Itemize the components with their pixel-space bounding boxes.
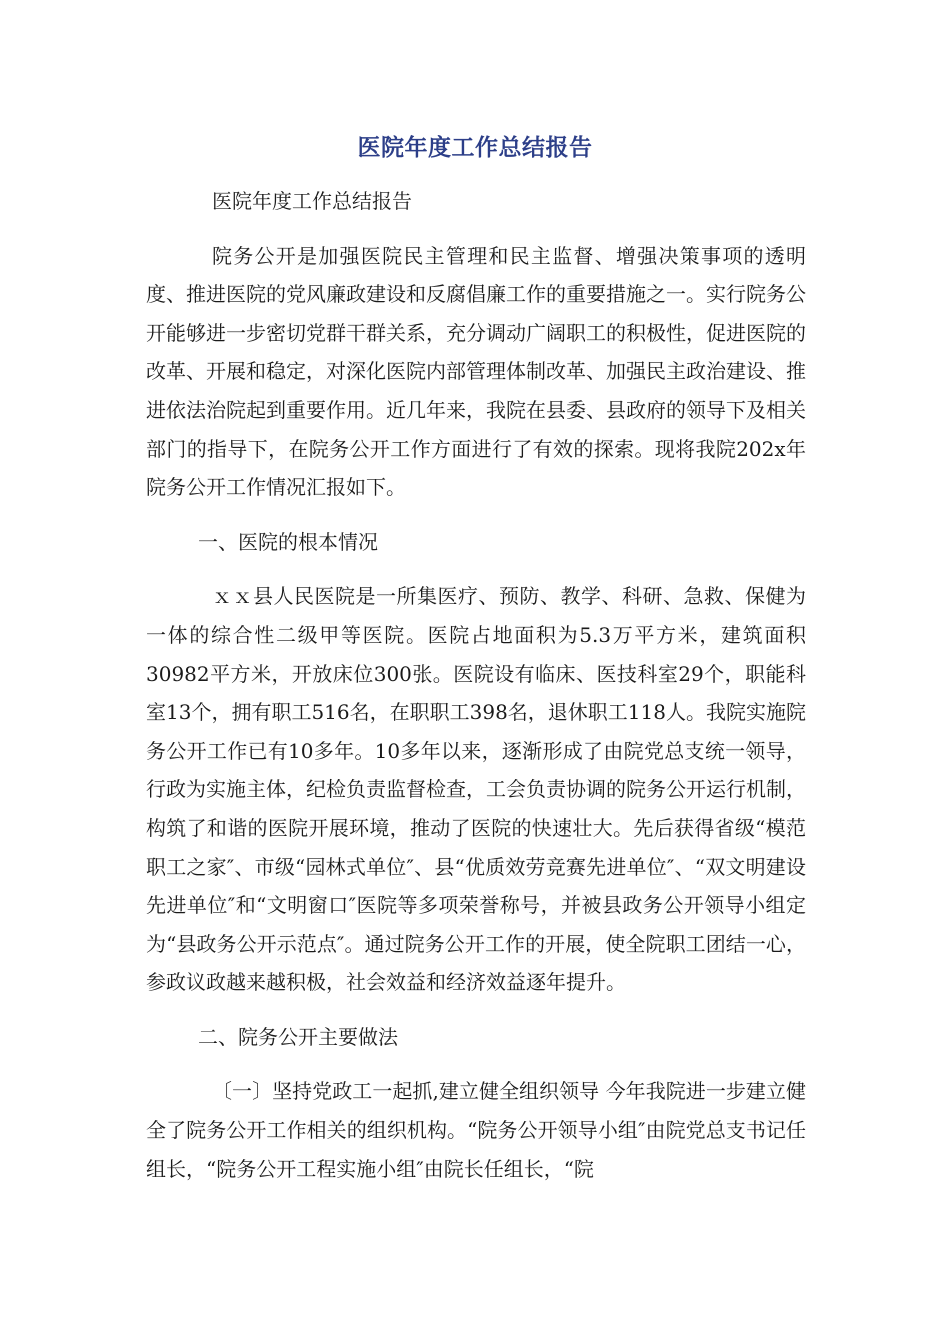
body-paragraph-intro: 院务公开是加强医院民主管理和民主监督、增强决策事项的透明度、推进医院的党风廉政建设和反腐倡廉工作的重要措施之一。实行院务公开能够进一步密切党群干群关系，充分调动广阔职工的积极性，促进医院的改革、开展和稳定，对深化医院内部管理体制改革、加强民主政治建设、推进依法治院起到重要作用。近几年来，我院在县委、县政府的领导下及相关部门的指导下，在院务公开工作方面进行了有效的探索。现将我院202x年院务公开工作情况汇报如下。 — [146, 243, 806, 500]
section-heading-main-practices: 二、院务公开主要做法 — [198, 1024, 398, 1049]
section-heading-basic-info: 一、医院的根本情况 — [198, 529, 378, 554]
document-title: 医院年度工作总结报告 — [357, 135, 593, 161]
document-body — [146, 182, 806, 1204]
body-paragraph-subtitle: 医院年度工作总结报告 — [212, 189, 412, 213]
body-paragraph-basic-info: ｘｘ县人民医院是一所集医疗、预防、教学、科研、急救、保健为一体的综合性二级甲等医院。医院占地面积为5.3万平方米，建筑面积30982平方米，开放床位300张。医院设有临床、医技科室29个，职能科室13个，拥有职工516名，在职职工398名，退休职工118人。我院实施院务公开工作已有10多年。10多年以来，逐渐形成了由院党总支统一领导，行政为实施主体，纪检负责监督检查，工会负责协调的院务公开运行机制，构筑了和谐的医院开展环境，推动了医院的快速壮大。先后获得省级“模范职工之家″、市级“园林式单位″、县“优质效劳竞赛先进单位″、“双文明建设先进单位″和“文明窗口″医院等多项荣誉称号，并被县政务公开领导小组定为“县政务公开示范点″。通过院务公开工作的开展，使全院职工团结一心，参政议政越来越积极，社会效益和经济效益逐年提升。 — [146, 584, 806, 995]
body-paragraph-main-practices: 〔一〕坚持党政工一起抓,建立健全组织领导 今年我院进一步建立健全了院务公开工作相关的组织机构。“院务公开领导小组″由院党总支书记任组长，“院务公开工程实施小组″由院长任组长，“院 — [146, 1079, 806, 1181]
